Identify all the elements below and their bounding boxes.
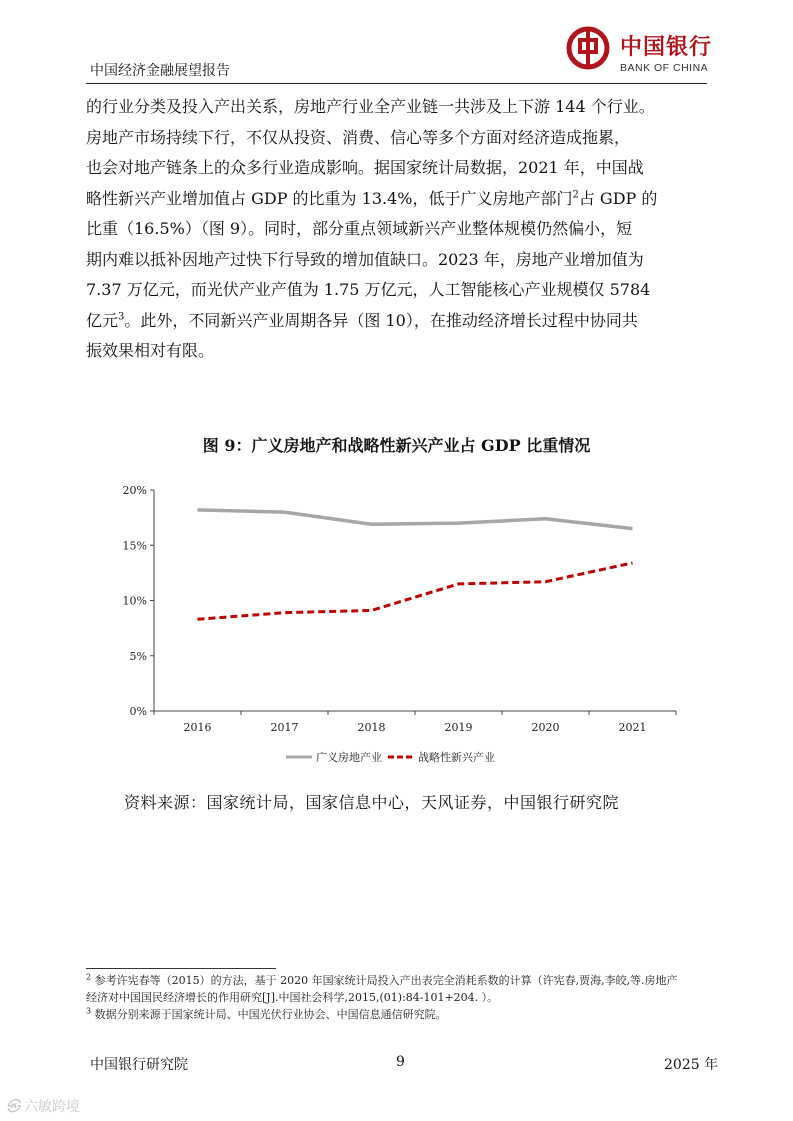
chart-canvas bbox=[86, 470, 706, 780]
body-line-text: 略性新兴产业增加值占 GDP 的比重为 13.4%，低于广义房地产部门 bbox=[86, 188, 573, 208]
logo-chinese-text: 中国银行 bbox=[620, 34, 713, 60]
body-line bbox=[86, 306, 722, 337]
watermark-logo-icon: ㉿ bbox=[6, 1099, 20, 1115]
watermark-text: 六敏跨境 bbox=[24, 1099, 80, 1115]
body-line bbox=[86, 184, 722, 215]
bank-logo bbox=[566, 24, 713, 84]
watermark bbox=[6, 1096, 80, 1116]
footnote-ref: 2 bbox=[572, 189, 579, 201]
figure-source: 资料来源：国家统计局，国家信息中心，天风证券，中国银行研究院 bbox=[124, 793, 620, 812]
body-line-text: 。此外，不同新兴产业周期各异（图 10），在推动经济增长过程中协同共 bbox=[124, 310, 638, 330]
footnote-number: 3 bbox=[86, 1006, 92, 1016]
body-line: 7.37 万亿元，而光伏产业产值为 1.75 万亿元，人工智能核心产业规模仅 5784 bbox=[86, 280, 651, 299]
x-tick-label: 2017 bbox=[270, 721, 299, 734]
page-number: 9 bbox=[396, 1054, 405, 1070]
body-line: 房地产市场持续下行，不仅从投资、消费、信心等多个方面对经济造成拖累， bbox=[86, 127, 631, 147]
body-line-text: 占 GDP 的 bbox=[578, 188, 658, 208]
series-line bbox=[198, 563, 633, 619]
x-tick-label: 2020 bbox=[531, 721, 560, 734]
x-tick-label: 2021 bbox=[618, 721, 647, 734]
series-line bbox=[198, 510, 633, 529]
y-tick-label: 20% bbox=[122, 484, 147, 497]
body-line: 期内难以抵补因地产过快下行导致的增加值缺口。2023 年，房地产业增加值为 bbox=[86, 249, 644, 269]
legend-label: 广义房地产业 bbox=[316, 751, 382, 764]
body-line: 振效果相对有限。 bbox=[86, 341, 215, 360]
figure-title: 图 9：广义房地产和战略性新兴产业占 GDP 比重情况 bbox=[202, 436, 591, 455]
body-paragraph bbox=[86, 92, 722, 367]
footer-institution: 中国银行研究院 bbox=[90, 1057, 188, 1073]
x-tick-label: 2018 bbox=[357, 721, 386, 734]
line-chart bbox=[86, 470, 706, 780]
footnote-ref: 3 bbox=[118, 311, 125, 323]
report-title: 中国经济金融展望报告 bbox=[90, 63, 230, 79]
y-tick-label: 5% bbox=[129, 649, 147, 663]
legend-label: 战略性新兴产业 bbox=[418, 751, 495, 764]
footnote bbox=[86, 989, 716, 1006]
x-tick-label: 2016 bbox=[183, 721, 212, 734]
bank-of-china-logo-icon bbox=[566, 26, 610, 70]
y-tick-label: 0% bbox=[129, 705, 147, 718]
footnote-text: 经济对中国国民经济增长的作用研究[J].中国社会科学,2015,(01):84-101+204. ）。 bbox=[86, 991, 499, 1004]
footnote-divider bbox=[86, 968, 276, 969]
footnote-text: 参考许宪春等（2015）的方法，基于 2020 年国家统计局投入产出表完全消耗系数的计算（许宪春,贾海,李皎,等.房地产 bbox=[94, 974, 678, 987]
y-tick-label: 10% bbox=[122, 594, 147, 608]
footnote bbox=[86, 1006, 716, 1023]
body-line: 也会对地产链条上的众多行业造成影响。据国家统计局数据，2021 年，中国战 bbox=[86, 158, 644, 177]
body-line-text: 亿元 bbox=[86, 310, 119, 330]
footnote-text: 数据分别来源于国家统计局、中国光伏行业协会、中国信息通信研究院。 bbox=[94, 1008, 447, 1021]
y-tick-label: 15% bbox=[122, 539, 147, 553]
footnote-number: 2 bbox=[86, 972, 92, 982]
footer-year: 2025 年 bbox=[664, 1057, 719, 1073]
body-line: 比重（16.5%）（图 9）。同时，部分重点领域新兴产业整体规模仍然偏小，短 bbox=[86, 219, 633, 238]
footnote bbox=[86, 972, 716, 989]
logo-english-text: BANK OF CHINA bbox=[620, 62, 709, 74]
x-tick-label: 2019 bbox=[444, 721, 473, 734]
footnotes bbox=[86, 972, 716, 1023]
body-line: 的行业分类及投入产出关系，房地产行业全产业链一共涉及上下游 144 个行业。 bbox=[86, 97, 655, 116]
